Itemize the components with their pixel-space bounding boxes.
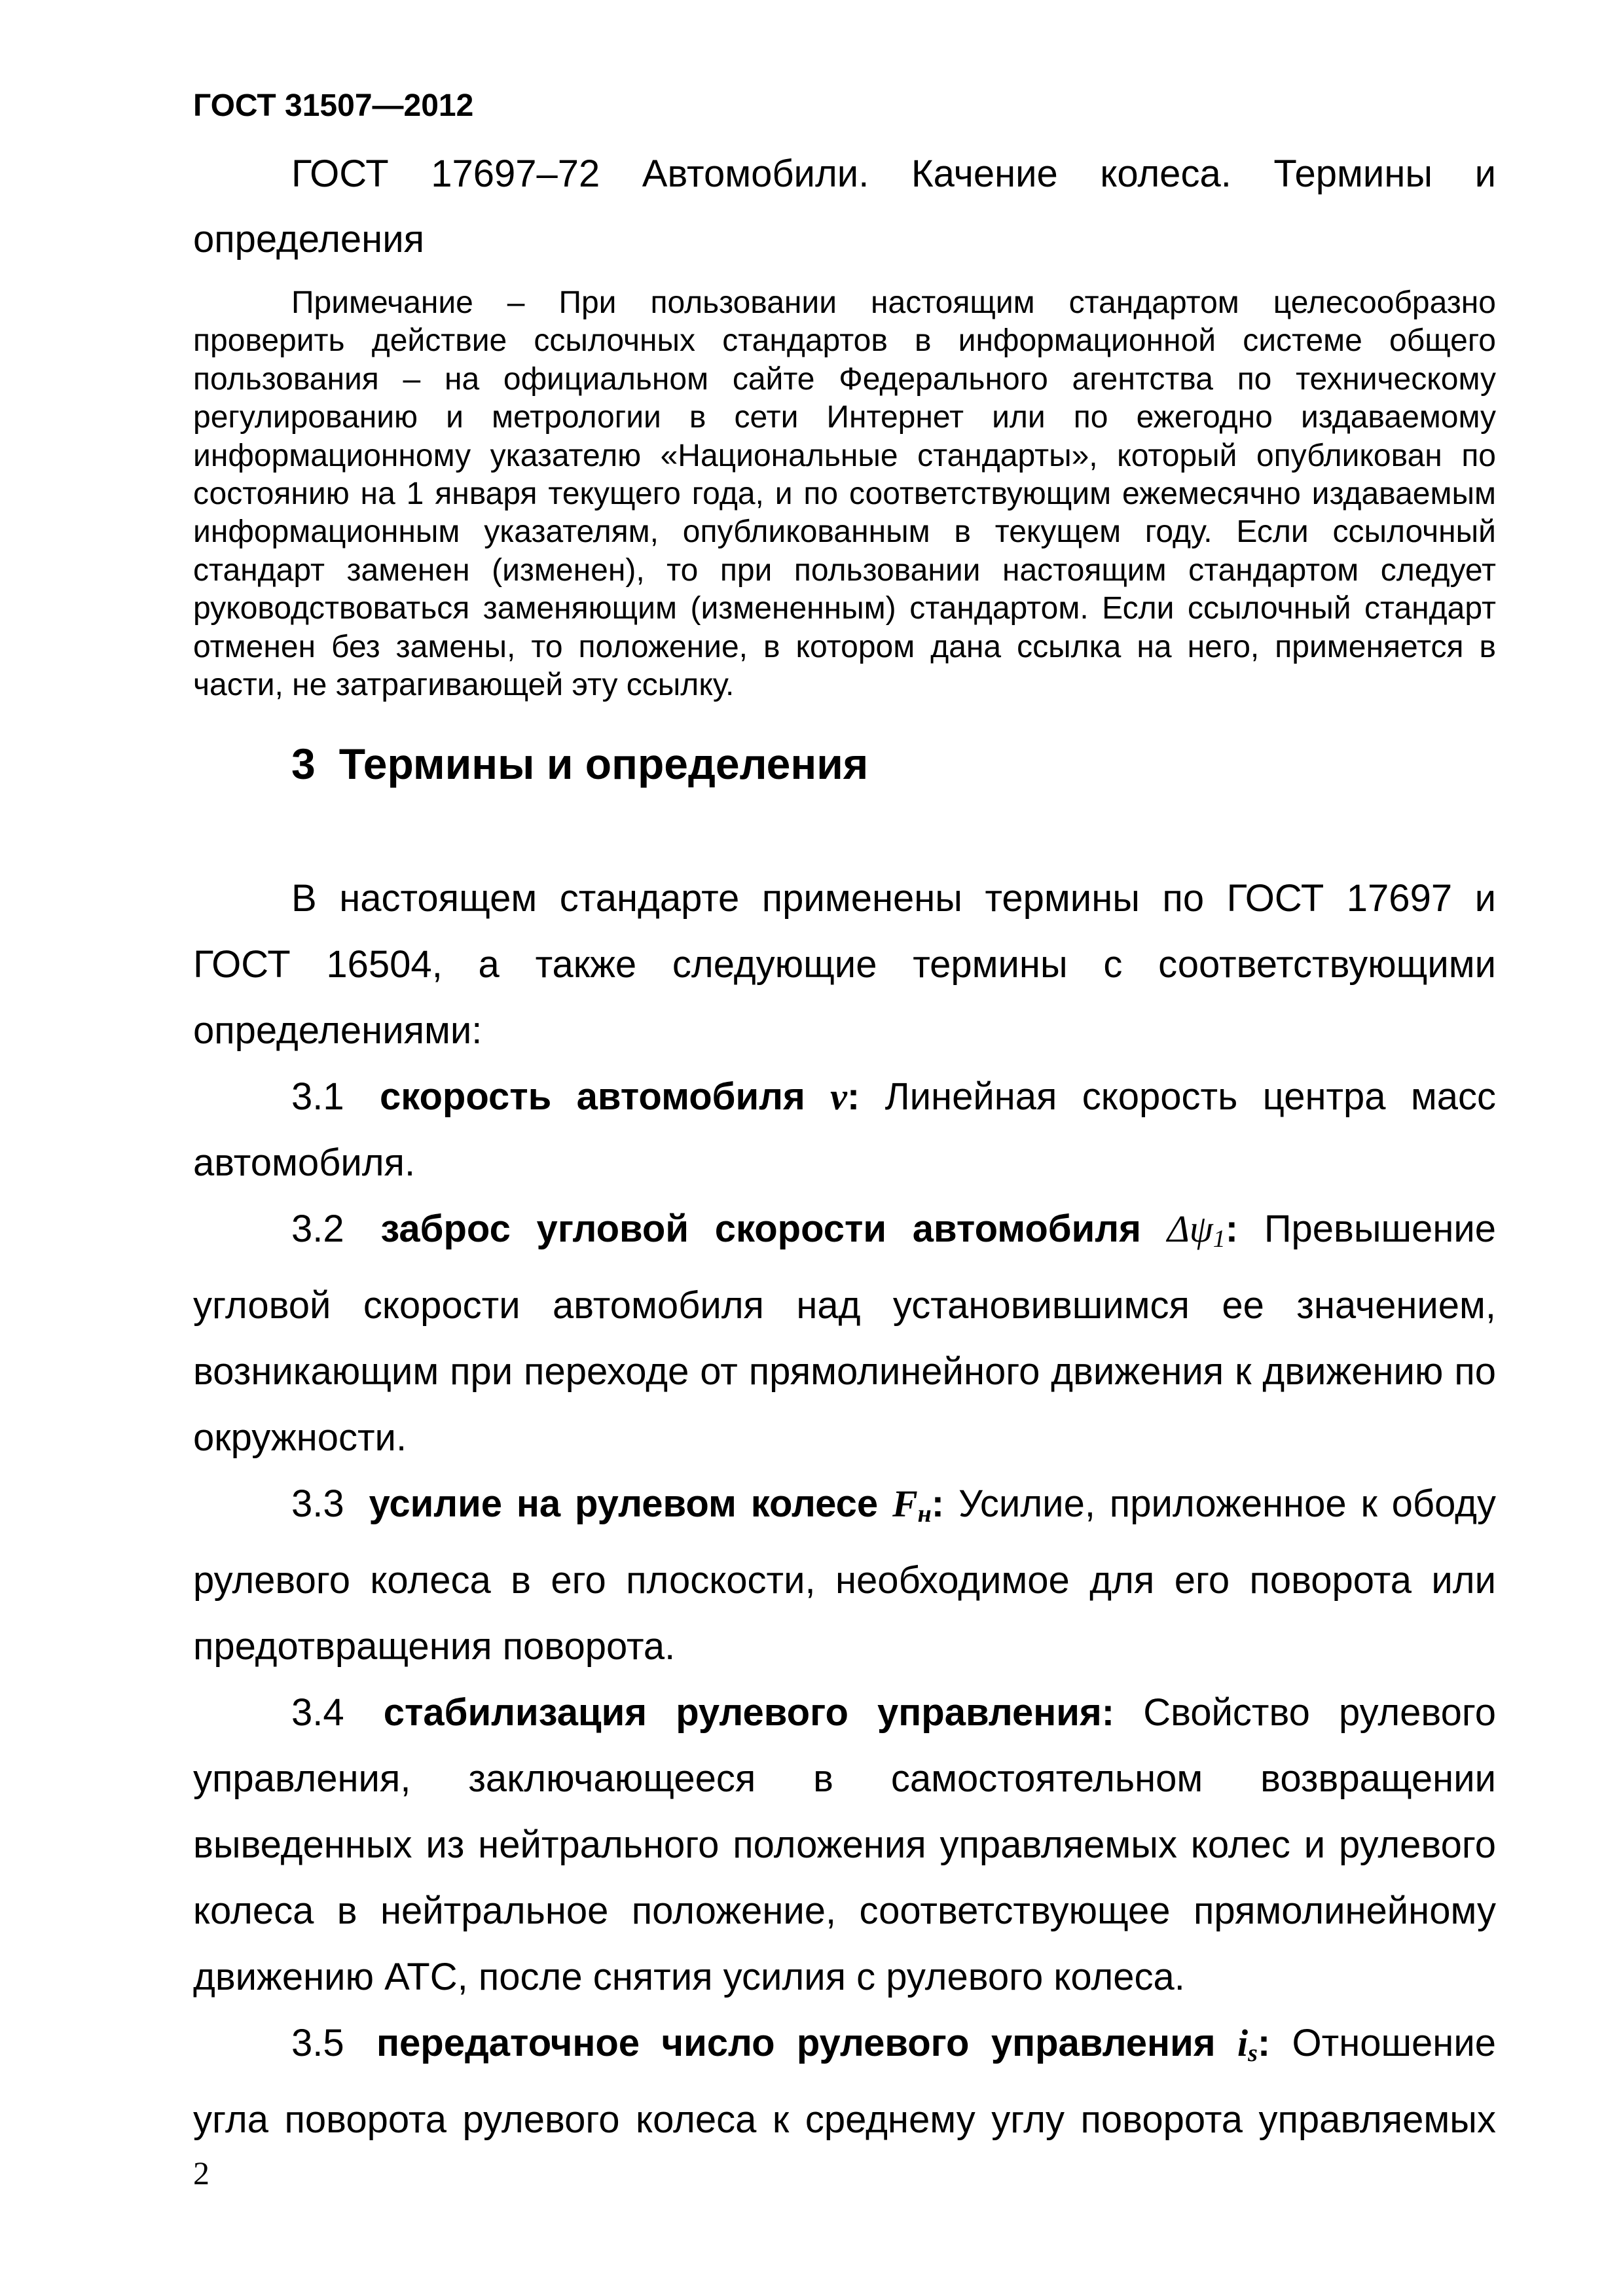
term-entry-3-1 <box>193 1064 1496 1196</box>
term-number: 3.4 <box>291 1691 344 1734</box>
term-entry-3-2 <box>193 1196 1496 1471</box>
term-name: заброс угловой скорости автомобиля <box>380 1208 1141 1250</box>
term-symbol <box>892 1482 932 1528</box>
term-definition: Усилие, приложенное к ободу рулевого колеса в его плоскости, необходимое для его поворота или предотвращения поворота. <box>193 1482 1496 1668</box>
term-colon: : <box>931 1482 945 1525</box>
term-entry-3-5 <box>193 2010 1496 2153</box>
term-number: 3.5 <box>291 2022 344 2064</box>
page-header: ГОСТ 31507—2012 <box>193 88 474 123</box>
term-symbol-main: F <box>892 1482 918 1525</box>
term-symbol-subscript: н <box>917 1500 932 1528</box>
section-body <box>193 865 1496 2153</box>
term-entry-3-3 <box>193 1471 1496 1679</box>
term-colon: : <box>847 1075 860 1118</box>
term-symbol-main: Δψ <box>1167 1208 1213 1250</box>
section-heading <box>291 738 868 790</box>
term-symbol <box>1237 2022 1258 2067</box>
term-colon: : <box>1257 2022 1271 2064</box>
page-number: 2 <box>193 2155 210 2191</box>
section-title: Термины и определения <box>338 740 869 788</box>
term-colon: : <box>1101 1691 1115 1734</box>
term-symbol: v <box>830 1075 847 1118</box>
section-intro: В настоящем стандарте применены термины по ГОСТ 17697 и ГОСТ 16504, а также следующие термины с соответствующими определениями: <box>193 877 1496 1052</box>
term-number: 3.2 <box>291 1208 344 1250</box>
term-name: передаточное число рулевого управления <box>376 2022 1216 2064</box>
term-colon: : <box>1225 1208 1239 1250</box>
term-symbol-subscript: 1 <box>1213 1225 1226 1253</box>
term-name: скорость автомобиля <box>379 1075 805 1118</box>
normative-reference-item: ГОСТ 17697–72 Автомобили. Качение колеса. Термины и определения <box>193 152 1496 260</box>
term-name: стабилизация рулевого управления <box>383 1691 1102 1734</box>
term-entry-3-4 <box>193 1679 1496 2010</box>
term-number: 3.3 <box>291 1482 344 1525</box>
section-number: 3 <box>291 740 316 788</box>
term-symbol-main: i <box>1237 2022 1249 2064</box>
term-definition: Свойство рулевого управления, заключающееся в самостоятельном возвращении выведенных из нейтрального положения управляемых колес и рулевого колеса в нейтральное положение, соответствующее прямолинейному движению АТС, после снятия усилия с рулевого колеса. <box>193 1691 1496 1998</box>
term-name: усилие на рулевом колесе <box>369 1482 879 1525</box>
term-symbol-subscript: s <box>1248 2039 1258 2067</box>
term-definition: Линейная скорость центра масс автомобиля. <box>193 1075 1497 1184</box>
normative-references-note: Примечание – При пользовании настоящим стандартом целесообразно проверить действие ссылочных стандартов в информационной системе общего пользования – на официальном сайте Федерального агентства по техническому регулированию и метрологии в сети Интернет или по ежегодно издаваемому информационному указателю «Национальные стандарты», который опубликован по состоянию на 1 января текущего года, и по соответствующим ежемесячно издаваемым информационным указателям, опубликованным в текущем году. Если ссылочный стандарт заменен (изменен), то при пользовании настоящим стандартом следует руководствоваться заменяющим (измененным) стандартом. Если ссылочный стандарт отменен без замены, то положение, в котором дана ссылка на него, применяется в части, не затрагивающей эту ссылку. <box>193 285 1496 703</box>
term-definition: Превышение угловой скорости автомобиля над установившимся ее значением, возникающим при переходе от прямолинейного движения к движению по окружности. <box>193 1208 1497 1459</box>
term-definition: Отношение угла поворота рулевого колеса к среднему углу поворота управляемых <box>193 2022 1496 2141</box>
term-number: 3.1 <box>291 1075 344 1118</box>
term-symbol <box>1167 1208 1226 1253</box>
